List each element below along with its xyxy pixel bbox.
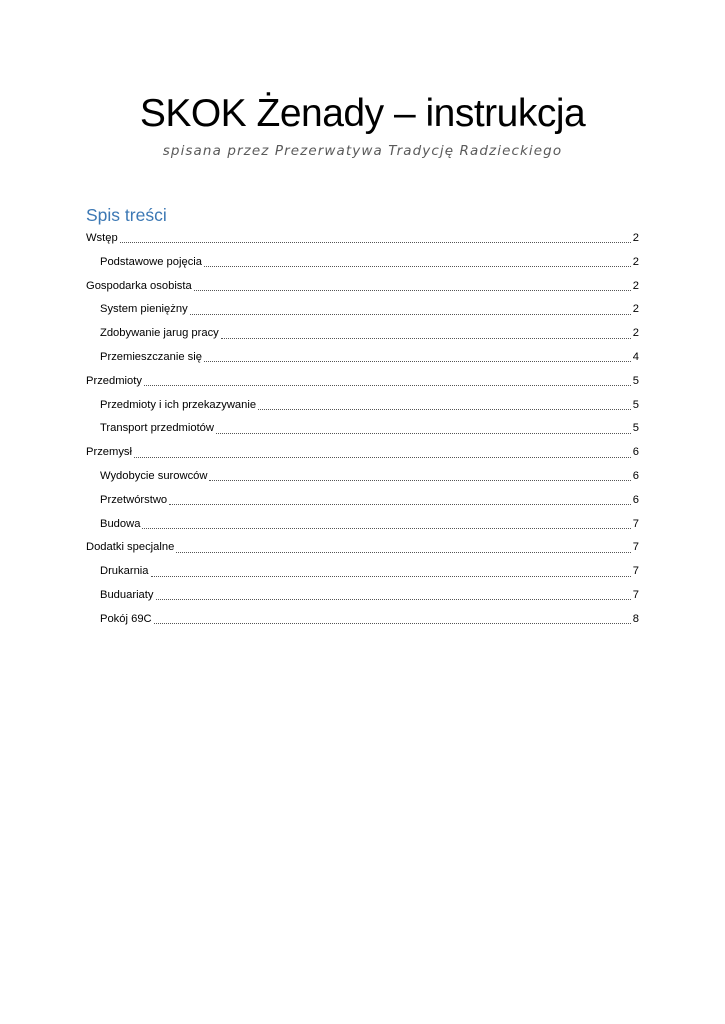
toc-entry-page-number[interactable]: 7 [632,588,639,601]
toc-entry-label[interactable]: System pieniężny [100,303,188,316]
table-of-contents [86,227,639,632]
toc-entry[interactable] [86,346,639,370]
toc-entry[interactable] [86,394,639,418]
toc-entry-page-number[interactable]: 7 [632,565,639,578]
toc-entry-label[interactable]: Buduariaty [100,588,154,601]
toc-heading: Spis treści [86,205,167,225]
toc-entry-label[interactable]: Dodatki specjalne [86,541,175,554]
toc-entry-page-number[interactable]: 6 [632,469,639,482]
toc-entry-page-number[interactable]: 8 [632,612,639,625]
toc-entry-page-number[interactable]: 2 [632,303,639,316]
toc-entry[interactable] [86,513,639,537]
toc-entry-page-number[interactable]: 2 [632,327,639,340]
document-title: SKOK Żenady – instrukcja [139,92,586,135]
toc-entry-page-number[interactable]: 6 [632,493,639,506]
toc-dot-leader [120,242,631,243]
toc-dot-leader [204,361,631,362]
toc-entry-page-number[interactable]: 7 [632,517,639,530]
toc-entry-label[interactable]: Zdobywanie jarug pracy [100,327,219,340]
toc-dot-leader [190,314,631,315]
toc-entry[interactable] [86,322,639,346]
toc-dot-leader [204,266,631,267]
toc-entry-label[interactable]: Przedmioty [86,374,142,387]
toc-entry-label[interactable]: Przedmioty i ich przekazywanie [100,398,257,411]
toc-entry[interactable] [86,560,639,584]
document-subtitle: spisana przez Prezerwatywa Tradycję Radzieckiego [162,143,563,159]
toc-entry-label[interactable]: Przemieszczanie się [100,350,202,363]
toc-dot-leader [221,338,631,339]
toc-entry-page-number[interactable]: 6 [632,446,639,459]
toc-entry[interactable] [86,441,639,465]
toc-entry-page-number[interactable]: 5 [632,374,639,387]
toc-entry-label[interactable]: Przetwórstwo [100,493,168,506]
toc-entry-page-number[interactable]: 7 [632,541,639,554]
toc-entry-label[interactable]: Wstęp [86,232,118,244]
toc-entry[interactable] [86,584,639,608]
toc-entry[interactable] [86,489,639,513]
toc-dot-leader [134,457,631,458]
toc-entry-label[interactable]: Drukarnia [100,565,149,578]
toc-entry[interactable] [86,465,639,489]
toc-entry-label[interactable]: Transport przedmiotów [100,422,214,435]
toc-entry[interactable] [86,251,639,275]
toc-dot-leader [151,576,631,577]
toc-entry-page-number[interactable]: 2 [632,232,639,244]
toc-entry[interactable] [86,298,639,322]
toc-entry[interactable] [86,275,639,299]
toc-entry-label[interactable]: Pokój 69C [100,612,152,625]
toc-entry-label[interactable]: Gospodarka osobista [86,279,192,292]
toc-entry-page-number[interactable]: 4 [632,350,639,363]
toc-entry-label[interactable]: Wydobycie surowców [100,469,208,482]
toc-entry-page-number[interactable]: 2 [632,255,639,268]
toc-entry-label[interactable]: Budowa [100,517,141,530]
toc-dot-leader [216,433,631,434]
toc-dot-leader [169,504,631,505]
toc-entry-page-number[interactable]: 5 [632,422,639,435]
toc-dot-leader [144,385,631,386]
toc-dot-leader [209,480,630,481]
toc-dot-leader [156,599,631,600]
toc-dot-leader [176,552,630,553]
toc-entry[interactable] [86,608,639,632]
toc-dot-leader [258,409,631,410]
toc-entry-label[interactable]: Przemysł [86,446,132,459]
toc-entry-page-number[interactable]: 5 [632,398,639,411]
toc-dot-leader [142,528,630,529]
toc-entry-label[interactable]: Podstawowe pojęcia [100,255,202,268]
toc-entry[interactable] [86,370,639,394]
toc-entry[interactable] [86,536,639,560]
toc-entry-page-number[interactable]: 2 [632,279,639,292]
toc-entry[interactable] [86,417,639,441]
toc-dot-leader [194,290,631,291]
toc-entry[interactable] [86,227,639,251]
toc-dot-leader [154,623,631,624]
